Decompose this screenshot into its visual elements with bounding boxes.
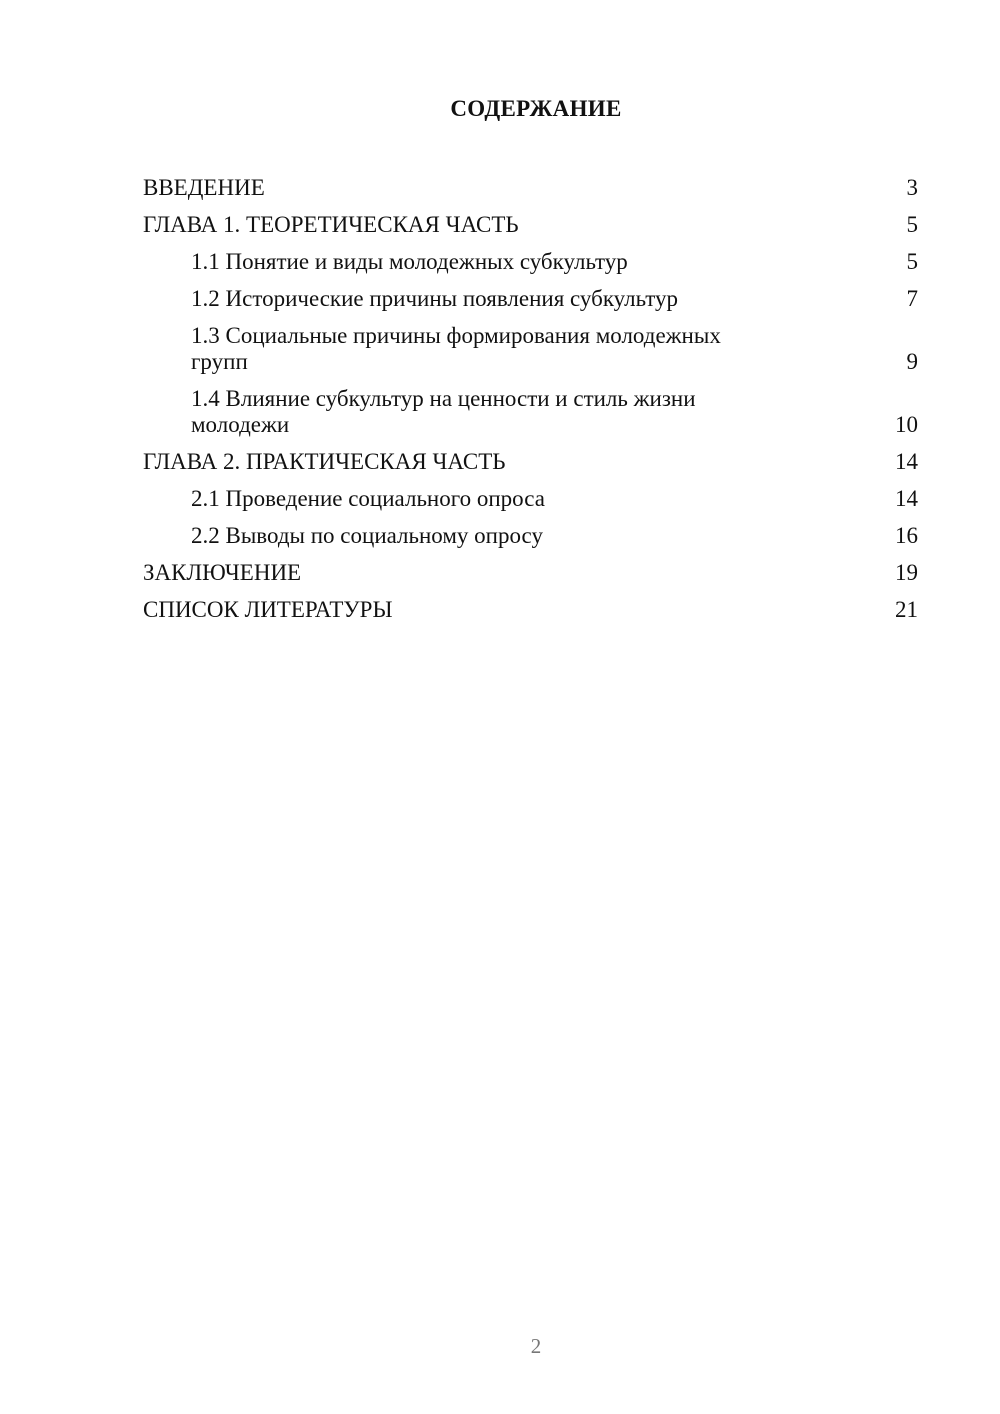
toc-entry-page: 21 [895, 597, 918, 622]
toc-entry-chapter-1[interactable] [143, 207, 918, 244]
toc-entry-section-2-2[interactable] [143, 518, 918, 555]
toc-entry-page: 7 [906, 286, 918, 311]
toc-entry-introduction[interactable] [143, 170, 918, 207]
toc-entry-section-1-3[interactable] [143, 318, 918, 381]
toc-entry-page: 5 [906, 249, 918, 274]
toc-entry-section-1-4[interactable] [143, 381, 918, 444]
toc-entry-label: ВВЕДЕНИЕ [143, 175, 265, 200]
toc-entry-page: 14 [895, 486, 918, 511]
toc-entry-label: 1.4 Влияние субкультур на ценности и стиль жизни молодежи [191, 386, 696, 437]
toc-entry-page: 14 [895, 449, 918, 474]
toc-entry-page: 9 [906, 349, 918, 374]
toc-entry-conclusion[interactable] [143, 555, 918, 592]
toc-entry-chapter-2[interactable] [143, 444, 918, 481]
toc-entry-label: 2.1 Проведение социального опроса [191, 486, 545, 511]
toc-entry-references[interactable] [143, 592, 918, 629]
toc-entry-section-1-2[interactable] [143, 281, 918, 318]
toc-entry-label: 1.1 Понятие и виды молодежных субкультур [191, 249, 628, 274]
page-title: СОДЕРЖАНИЕ [450, 96, 622, 121]
page-number: 2 [530, 1334, 542, 1358]
table-of-contents [143, 170, 918, 629]
toc-entry-label: 1.2 Исторические причины появления субкультур [191, 286, 678, 311]
toc-entry-label: 2.2 Выводы по социальному опросу [191, 523, 543, 548]
toc-entry-page: 3 [906, 175, 918, 200]
toc-entry-page: 5 [906, 212, 918, 237]
toc-entry-label: СПИСОК ЛИТЕРАТУРЫ [143, 597, 393, 622]
toc-entry-page: 19 [895, 560, 918, 585]
toc-entry-page: 16 [895, 523, 918, 548]
toc-entry-label: 1.3 Социальные причины формирования молодежных групп [191, 323, 721, 374]
toc-entry-label: ЗАКЛЮЧЕНИЕ [143, 560, 302, 585]
toc-entry-page: 10 [895, 412, 918, 437]
toc-entry-section-1-1[interactable] [143, 244, 918, 281]
toc-entry-section-2-1[interactable] [143, 481, 918, 518]
toc-entry-label: ГЛАВА 1. ТЕОРЕТИЧЕСКАЯ ЧАСТЬ [143, 212, 519, 237]
toc-entry-label: ГЛАВА 2. ПРАКТИЧЕСКАЯ ЧАСТЬ [143, 449, 506, 474]
